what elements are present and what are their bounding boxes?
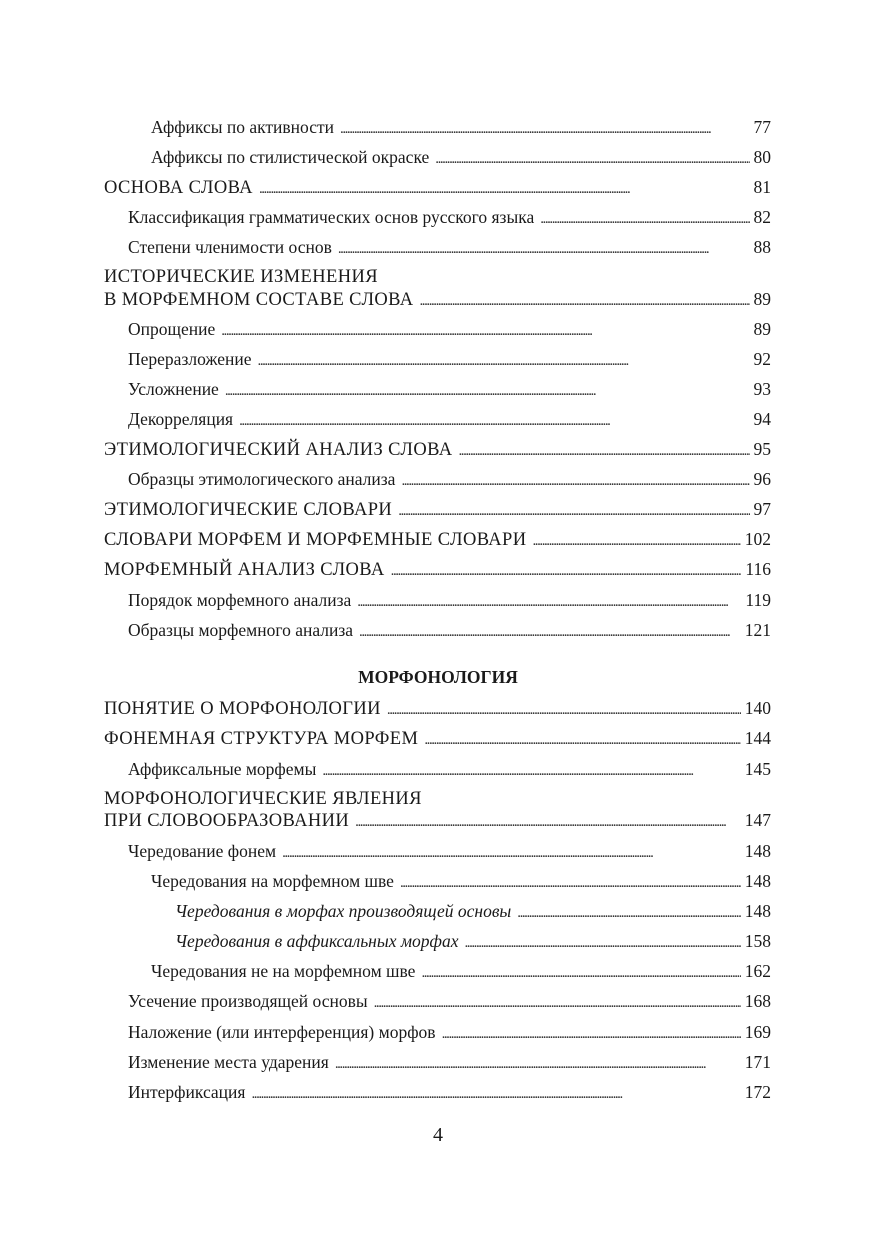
toc-entry-title: Интерфиксация bbox=[128, 1082, 246, 1102]
toc-leader-dots bbox=[335, 1052, 741, 1074]
toc-entry-page: 77 bbox=[753, 117, 771, 137]
toc-entry-title: ЭТИМОЛОГИЧЕСКИЙ АНАЛИЗ СЛОВА bbox=[104, 440, 453, 460]
toc-entry-page: 172 bbox=[744, 1082, 771, 1102]
toc-entry-title: Опрощение bbox=[128, 319, 216, 339]
toc-entry-title: Чередования в аффиксальных морфах bbox=[175, 931, 459, 951]
toc-leader-dots bbox=[340, 117, 749, 139]
toc-entry-page: 148 bbox=[744, 901, 771, 921]
toc-leader-dots bbox=[424, 728, 740, 750]
toc-entry-page: 102 bbox=[744, 529, 771, 549]
toc-entry bbox=[151, 147, 771, 169]
toc-entry-page: 148 bbox=[744, 871, 771, 891]
toc-entry bbox=[128, 207, 771, 229]
toc-leader-dots bbox=[517, 901, 740, 923]
toc-entry-title: Усложнение bbox=[128, 379, 219, 399]
toc-entry-page: 171 bbox=[744, 1052, 771, 1072]
toc-entry-title: Декорреляция bbox=[128, 409, 234, 429]
toc-entry bbox=[128, 1022, 771, 1044]
toc-entry-title: Степени членимости основ bbox=[128, 237, 332, 257]
toc-entry-title-line1: ИСТОРИЧЕСКИЕ ИЗМЕНЕНИЯ bbox=[104, 267, 378, 287]
section-heading: МОРФОНОЛОГИЯ bbox=[358, 667, 518, 687]
toc-leader-dots bbox=[533, 529, 741, 551]
toc-leader-dots bbox=[225, 379, 750, 401]
toc-entry bbox=[128, 841, 771, 863]
toc-entry-title: Аффиксы по стилистической окраске bbox=[151, 147, 430, 167]
toc-entry-page: 116 bbox=[745, 559, 771, 579]
toc-entry-page: 158 bbox=[744, 931, 771, 951]
toc-leader-dots bbox=[355, 810, 741, 832]
toc-entry bbox=[151, 961, 771, 983]
toc-entry-title: Образцы этимологического анализа bbox=[128, 469, 396, 489]
toc-entry-title: Аффиксы по активности bbox=[151, 117, 335, 137]
toc-leader-dots bbox=[442, 1022, 741, 1044]
toc-leader-dots bbox=[338, 237, 750, 259]
toc-entry bbox=[128, 1082, 771, 1104]
toc-entry-title: Чередования на морфемном шве bbox=[151, 871, 394, 891]
toc-entry bbox=[128, 349, 771, 371]
toc-entry-page: 89 bbox=[753, 319, 771, 339]
toc-entry bbox=[104, 529, 771, 551]
toc-entry-title: ПОНЯТИЕ О МОРФОНОЛОГИИ bbox=[104, 699, 381, 719]
toc-entry-page: 80 bbox=[753, 147, 771, 167]
toc-entry-page: 97 bbox=[753, 499, 771, 519]
toc-leader-dots bbox=[374, 991, 741, 1013]
toc-entry bbox=[128, 409, 771, 431]
toc-entry-title: ФОНЕМНАЯ СТРУКТУРА МОРФЕМ bbox=[104, 729, 419, 749]
toc-entry bbox=[104, 810, 771, 832]
toc-leader-dots bbox=[464, 931, 740, 953]
toc-entry-page: 148 bbox=[744, 841, 771, 861]
toc-entry-page: 95 bbox=[753, 439, 771, 459]
toc-entry bbox=[175, 931, 771, 953]
toc-entry-title: Порядок морфемного анализа bbox=[128, 590, 352, 610]
toc-entry-page: 162 bbox=[744, 961, 771, 981]
toc-entry-title: Образцы морфемного анализа bbox=[128, 620, 354, 640]
toc-entry bbox=[104, 698, 771, 720]
toc-entry-title: Чередование фонем bbox=[128, 841, 277, 861]
toc-entry-title: Наложение (или интерференция) морфов bbox=[128, 1022, 436, 1042]
toc-leader-dots bbox=[359, 620, 741, 642]
toc-entry bbox=[128, 379, 771, 401]
toc-entry-title: Классификация грамматических основ русского языка bbox=[128, 207, 535, 227]
toc-entry-page: 169 bbox=[744, 1022, 771, 1042]
toc-leader-dots bbox=[282, 841, 741, 863]
toc-entry-title: Чередования в морфах производящей основы bbox=[175, 901, 512, 921]
toc-entry-title: МОРФЕМНЫЙ АНАЛИЗ СЛОВА bbox=[104, 560, 385, 580]
toc-entry-title: СЛОВАРИ МОРФЕМ И МОРФЕМНЫЕ СЛОВАРИ bbox=[104, 530, 527, 550]
toc-entry bbox=[104, 728, 771, 750]
toc-entry bbox=[104, 439, 771, 461]
toc-entry-title: В МОРФЕМНОМ СОСТАВЕ СЛОВА bbox=[104, 290, 414, 310]
toc-entry bbox=[128, 620, 771, 642]
toc-leader-dots bbox=[239, 409, 749, 431]
toc-entry-title: ПРИ СЛОВООБРАЗОВАНИИ bbox=[104, 811, 350, 831]
toc-leader-dots bbox=[322, 759, 740, 781]
toc-leader-dots bbox=[221, 319, 749, 341]
toc-leader-dots bbox=[458, 439, 749, 461]
toc-entry bbox=[128, 991, 771, 1013]
toc-leader-dots bbox=[540, 207, 749, 229]
toc-leader-dots bbox=[259, 177, 750, 199]
toc-entry-page: 121 bbox=[744, 620, 771, 640]
toc-leader-dots bbox=[400, 871, 741, 893]
page-number: 4 bbox=[433, 1124, 443, 1146]
toc-entry-page: 81 bbox=[753, 177, 771, 197]
toc-leader-dots bbox=[391, 559, 742, 581]
toc-entry-page: 168 bbox=[744, 991, 771, 1011]
toc-entry bbox=[175, 901, 771, 923]
toc-entry bbox=[151, 871, 771, 893]
toc-entry-title: Аффиксальные морфемы bbox=[128, 759, 317, 779]
toc-entry bbox=[128, 590, 771, 612]
toc-entry-title: ОСНОВА СЛОВА bbox=[104, 178, 253, 198]
toc-entry-title: Изменение места ударения bbox=[128, 1052, 329, 1072]
toc-entry bbox=[104, 499, 771, 521]
toc-entry-page: 140 bbox=[744, 698, 771, 718]
toc-leader-dots bbox=[401, 469, 749, 491]
toc-entry-page: 119 bbox=[745, 590, 771, 610]
toc-entry-page: 93 bbox=[753, 379, 771, 399]
toc-entry bbox=[104, 559, 771, 581]
toc-entry-page: 88 bbox=[753, 237, 771, 257]
toc-leader-dots bbox=[387, 698, 741, 720]
toc-entry-page: 82 bbox=[753, 207, 771, 227]
toc-entry-title-line1: МОРФОНОЛОГИЧЕСКИЕ ЯВЛЕНИЯ bbox=[104, 789, 422, 809]
toc-leader-dots bbox=[420, 289, 750, 311]
toc-entry bbox=[128, 237, 771, 259]
toc-entry-title: Усечение производящей основы bbox=[128, 991, 368, 1011]
toc-leader-dots bbox=[435, 147, 749, 169]
toc-entry-page: 96 bbox=[753, 469, 771, 489]
toc-entry bbox=[151, 117, 771, 139]
toc-leader-dots bbox=[421, 961, 740, 983]
toc-entry bbox=[104, 289, 771, 311]
toc-entry-page: 89 bbox=[753, 289, 771, 309]
toc-entry-title: Чередования не на морфемном шве bbox=[151, 961, 416, 981]
toc-entry-page: 94 bbox=[753, 409, 771, 429]
toc-leader-dots bbox=[258, 349, 750, 371]
toc-leader-dots bbox=[251, 1082, 740, 1104]
toc-entry-page: 92 bbox=[753, 349, 771, 369]
toc-leader-dots bbox=[357, 590, 741, 612]
toc-leader-dots bbox=[398, 499, 749, 521]
toc-entry-page: 144 bbox=[744, 728, 771, 748]
toc-entry bbox=[128, 469, 771, 491]
toc-entry bbox=[128, 1052, 771, 1074]
toc-entry bbox=[128, 319, 771, 341]
toc-entry-page: 145 bbox=[744, 759, 771, 779]
toc-entry-title: ЭТИМОЛОГИЧЕСКИЕ СЛОВАРИ bbox=[104, 500, 393, 520]
toc-entry-title: Переразложение bbox=[128, 349, 252, 369]
toc-entry bbox=[128, 759, 771, 781]
toc-entry bbox=[104, 177, 771, 199]
toc-entry-page: 147 bbox=[744, 810, 771, 830]
